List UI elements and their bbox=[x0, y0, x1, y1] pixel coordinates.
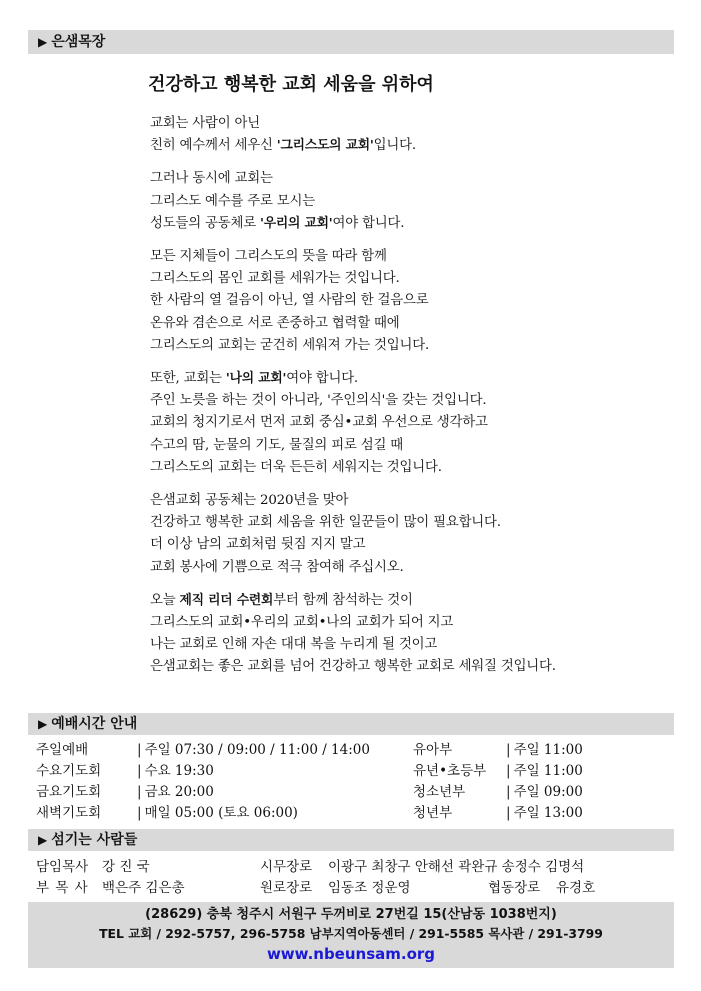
section-title: 예배시간 안내 bbox=[51, 716, 138, 732]
department-name: 유아부 bbox=[413, 742, 453, 758]
text: 여야 합니다. bbox=[286, 371, 358, 387]
worship-schedule-main bbox=[36, 740, 370, 824]
text-line: 나는 교회로 인해 자손 대대 복을 누리게 될 것이고 bbox=[150, 637, 438, 653]
text-line: 수고의 땀, 눈물의 기도, 물질의 피로 섬길 때 bbox=[150, 437, 404, 453]
schedule-row bbox=[413, 761, 583, 782]
text: 입니다. bbox=[373, 138, 416, 154]
text: 여야 합니다. bbox=[332, 215, 405, 231]
emphasis-text: '나의 교회' bbox=[225, 371, 287, 387]
staff-role: 시무장로 bbox=[260, 859, 313, 875]
text-line: 그리스도의 몸인 교회를 세워가는 것입니다. bbox=[150, 271, 400, 287]
article-title: 건강하고 행복한 교회 세움을 위하여 bbox=[148, 74, 434, 95]
service-time: 금요 20:00 bbox=[144, 784, 214, 800]
divider: | bbox=[506, 805, 511, 821]
staff-role: 담임목사 bbox=[36, 859, 89, 875]
divider: | bbox=[137, 763, 142, 779]
schedule-row bbox=[413, 740, 583, 761]
text-line: 교회의 청지기로서 먼저 교회 중심•교회 우선으로 생각하고 bbox=[150, 415, 488, 431]
schedule-row bbox=[36, 740, 370, 761]
text: 오늘 bbox=[150, 592, 180, 608]
schedule-row bbox=[36, 782, 370, 803]
schedule-row bbox=[36, 761, 370, 782]
divider: | bbox=[137, 784, 142, 800]
schedule-row bbox=[36, 803, 370, 824]
text-line bbox=[150, 368, 670, 390]
section-header-worship-times bbox=[28, 713, 674, 735]
schedule-row bbox=[413, 803, 583, 824]
service-name: 금요기도회 bbox=[36, 784, 102, 800]
staff-names: 임동조 정운영 bbox=[328, 880, 411, 896]
text-line: 은샘교회는 좋은 교회를 넘어 건강하고 행복한 교회로 세워질 것입니다. bbox=[150, 659, 556, 675]
text-line: 은샘교회 공동체는 2020년을 맞아 bbox=[150, 493, 349, 509]
phone-numbers: TEL 교회 / 292-5757, 296-5758 남부지역아동센터 / 291-5585 목사관 / 291-3799 bbox=[99, 926, 603, 941]
text-line: 그리스도 예수를 주로 모시는 bbox=[150, 193, 315, 209]
staff-role: 협동장로 bbox=[488, 880, 541, 896]
divider: | bbox=[137, 742, 142, 758]
text: 부터 함께 참석하는 것이 bbox=[273, 592, 413, 608]
text-line: 그러나 동시에 교회는 bbox=[150, 171, 273, 187]
paragraph bbox=[150, 246, 670, 357]
text-line: 그리스도의 교회•우리의 교회•나의 교회가 되어 지고 bbox=[150, 615, 454, 631]
divider: | bbox=[506, 763, 511, 779]
service-name: 주일예배 bbox=[36, 742, 89, 758]
triangle-right-icon: ▶ bbox=[38, 35, 48, 49]
text-line bbox=[150, 213, 670, 235]
text-line: 온유와 겸손으로 서로 존중하고 협력할 때에 bbox=[150, 315, 400, 331]
text-line: 주인 노릇을 하는 것이 아니라, '주인의식'을 갖는 것입니다. bbox=[150, 393, 487, 409]
staff-role: 원로장로 bbox=[260, 880, 313, 896]
divider: | bbox=[506, 784, 511, 800]
staff-name: 강 진 국 bbox=[102, 859, 150, 875]
text-line: 그리스도의 교회는 더욱 든든히 세워지는 것입니다. bbox=[150, 459, 442, 475]
service-time: 수요 19:30 bbox=[144, 763, 214, 779]
staff-name: 백은주 김은총 bbox=[102, 880, 185, 896]
department-name: 청소년부 bbox=[413, 784, 466, 800]
schedule-row bbox=[413, 782, 583, 803]
church-address: (28629) 충북 청주시 서원구 두꺼비로 27번길 15(산남동 1038번지) bbox=[145, 907, 557, 922]
text-line: 모든 지체들이 그리스도의 뜻을 따라 함께 bbox=[150, 249, 387, 265]
service-name: 수요기도회 bbox=[36, 763, 102, 779]
paragraph bbox=[150, 168, 670, 235]
text-line: 건강하고 행복한 교회 세움을 위한 일꾼들이 많이 필요합니다. bbox=[150, 515, 501, 531]
department-time: 주일 13:00 bbox=[513, 805, 583, 821]
section-title: 섬기는 사람들 bbox=[51, 832, 138, 848]
article-body bbox=[150, 113, 670, 690]
website-link[interactable]: www.nbeunsam.org bbox=[266, 945, 436, 963]
department-name: 유년•초등부 bbox=[413, 763, 487, 779]
worship-schedule-departments bbox=[413, 740, 583, 824]
paragraph bbox=[150, 368, 670, 479]
staff-names: 이광구 최창구 안해선 곽완규 송정수 김명석 bbox=[328, 859, 585, 875]
triangle-right-icon: ▶ bbox=[38, 833, 48, 847]
text-line: 교회 봉사에 기쁨으로 적극 참여해 주십시오. bbox=[150, 559, 404, 575]
text-line: 한 사람의 열 걸음이 아닌, 열 사람의 한 걸음으로 bbox=[150, 293, 429, 309]
service-time: 주일 07:30 / 09:00 / 11:00 / 14:00 bbox=[144, 742, 370, 758]
service-name: 새벽기도회 bbox=[36, 805, 102, 821]
text-line: 더 이상 남의 교회처럼 뒷짐 지지 말고 bbox=[150, 537, 366, 553]
service-time: 매일 05:00 (토요 06:00) bbox=[144, 805, 298, 821]
emphasis-text: '그리스도의 교회' bbox=[276, 138, 374, 154]
section-header-eunsam bbox=[28, 30, 674, 54]
section-title: 은샘목장 bbox=[51, 34, 106, 50]
divider: | bbox=[137, 805, 142, 821]
contact-footer bbox=[28, 902, 674, 968]
emphasis-text: '우리의 교회' bbox=[260, 215, 333, 231]
staff-names: 유경호 bbox=[556, 880, 596, 896]
department-time: 주일 09:00 bbox=[513, 784, 583, 800]
text: 친히 예수께서 세우신 bbox=[150, 138, 277, 154]
department-name: 청년부 bbox=[413, 805, 453, 821]
emphasis-text: 제직 리더 수련회 bbox=[179, 592, 274, 608]
section-header-staff bbox=[28, 829, 674, 851]
staff-role: 부 목 사 bbox=[36, 880, 89, 896]
text: 또한, 교회는 bbox=[150, 371, 226, 387]
paragraph bbox=[150, 490, 670, 579]
text-line: 교회는 사람이 아닌 bbox=[150, 116, 260, 131]
text-line bbox=[150, 135, 670, 157]
paragraph bbox=[150, 113, 670, 157]
department-time: 주일 11:00 bbox=[513, 742, 583, 758]
triangle-right-icon: ▶ bbox=[38, 717, 48, 731]
text-line bbox=[150, 590, 670, 612]
department-time: 주일 11:00 bbox=[513, 763, 583, 779]
text: 성도들의 공동체로 bbox=[150, 215, 260, 231]
divider: | bbox=[506, 742, 511, 758]
text-line: 그리스도의 교회는 굳건히 세워져 가는 것입니다. bbox=[150, 337, 430, 353]
paragraph bbox=[150, 590, 670, 679]
